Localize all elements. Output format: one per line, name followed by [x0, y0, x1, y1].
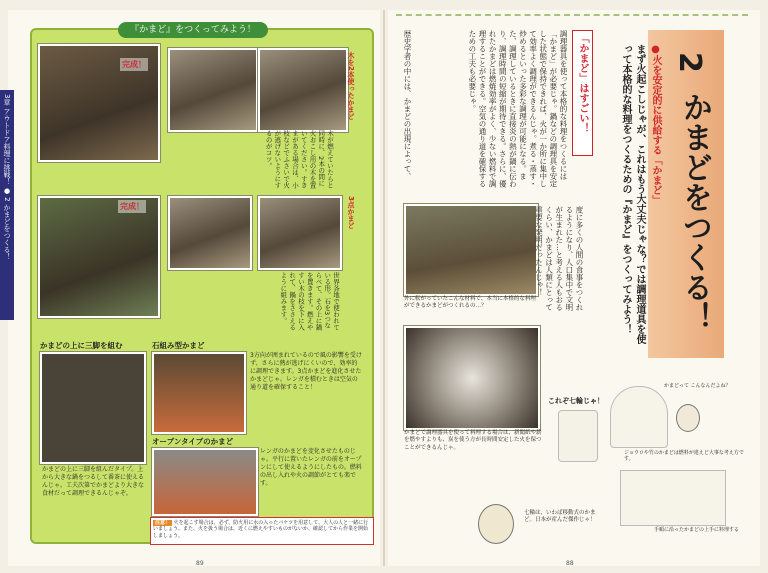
left-page-number: 89 [196, 560, 204, 567]
photo-brick-kamado [152, 352, 246, 434]
section2-title: 3点かまど [347, 196, 355, 229]
book-gutter [383, 10, 385, 566]
lead-text: まず火起こしじゃが、これはもう大丈夫じゃな？では調理道具を使って本格的な料理をつくるための『かまど』をつくってみよう！ [620, 44, 645, 344]
photo-three-stones [258, 196, 342, 270]
illus-note: ジョウロや竹のかまどは燃料が違えど大事な考え方です。 [624, 450, 744, 463]
section2-body: 世界各地で使われている形。石を3つならべて、その上に鍋を置きます。燃えやすい木の枝を下に入れて、鍋をささえるように組みます。 [279, 272, 340, 331]
tripod-body: かまどの上に三脚を組んだタイプ。上から大きな鍋をつるして番茶に使えるんじゃ。工夫次第でかまどより大きな食材だって調理できるんじゃぞ。 [42, 466, 145, 498]
subhead-great: 「かまど」はすごい！ [572, 30, 593, 156]
kamado-sketch [610, 386, 668, 448]
caution-label: 注意！ [155, 520, 171, 526]
right-page-number: 88 [566, 560, 574, 567]
vine-decoration [396, 14, 748, 16]
subhead-supply: ●火を安定的に供給する「かまど」 [650, 44, 661, 205]
brick-body: 3方向が囲まれているので風の影響を受けず、さらに熱が逃げにくいので、効率的に調理できます。3点かまどを進化させたかまどじゃ。レンガを積むときは空気の通り道を確保すること！ [250, 352, 362, 392]
chapter-number: 2 [672, 52, 707, 73]
speech-bubble: かまどって こんなんだよね？ [664, 383, 731, 389]
panel-banner: 『かまど』をつくってみよう！ [118, 22, 268, 38]
photo-three-stones-pot [168, 196, 252, 270]
photo-two-logs-kettle [168, 48, 258, 132]
sketch-note: 手順に沿ったかまどの上手に料理する [654, 527, 740, 533]
caution-note [150, 517, 374, 545]
photo-logs-materials [404, 204, 538, 296]
side-tab-text: 3章 アウトドア料理に挑戦！ ● 2 かまどをつくる！ [3, 94, 11, 260]
photo-stew-pot [38, 196, 160, 318]
open-body: レンガのかまどを変化させたものじゃ。平行に置いたレンガの前をオープンにして使えるようにしたもの。燃料の出し入れや火の調節がとても楽です。 [260, 448, 362, 488]
photo-two-logs-fire [258, 48, 348, 132]
old-man-illustration [478, 504, 514, 544]
brick-heading: 石組み型かまど [152, 341, 205, 350]
photo-tripod-kamado [40, 352, 146, 464]
girl-illustration [676, 404, 700, 432]
chapter-title: かまどをつくる！ [677, 92, 712, 332]
main-body-2: 歴史学者の中には、かまどの出現によって、 [403, 30, 412, 180]
main-body-3: 度に多くの人間の食事をつくれるようになり、人口集中で文明が生まれた…と考える人もおるくらい、かまどは人類にとって重要な発明だったんじゃ！ [534, 206, 584, 311]
photo-charcoal [404, 326, 540, 430]
caption-charcoal: かまどで調理器具を使って料理する場合は、新聞紙や薪を燃やすよりも、炭を使う方が長時間安定した火を保つことができるんじゃ。 [404, 430, 542, 451]
shichirin-label: これぞ七輪じゃ！ [548, 397, 604, 405]
shichirin-illustration [558, 410, 598, 462]
shichirin-caption: 七輪は、いわば移動式のかまど。日本が産んだ傑作じゃ！ [524, 510, 596, 524]
open-heading: オープンタイプのかまど [152, 437, 234, 446]
main-body-1: 調理器具を使って本格的な料理をつくるには「かまど」が必要じゃ。鍋などの調理具を安定した状態で保持できれば、火が一か所に集中して効率よく調理ができるんじゃ。煮る・蒸す・炒めるといった多彩な調理が可能になる。また、調理しているときに直接炎の熱が鍋に伝わり、調理時間の短縮が期待できる。さらに、優れたかまどは燃焼効率がよく、少ない燃料で調理することができる。空気の通り道を確保するための工夫も必要じゃ。 [467, 30, 568, 188]
done-label-1: 完成！ [122, 60, 146, 69]
chapter-side-tab [0, 90, 14, 320]
tripod-sketch [620, 470, 726, 526]
caption-materials: 外に転がっていたこんな材料で、本当に本格的な料理ができるかまどがつくれるの…？ [404, 296, 536, 310]
tripod-heading: かまどの上に三脚を組む [40, 341, 123, 350]
caution-text: 火を起こす場合は、必ず、防火用に水の入ったバケツを用意して、大人の人と一緒に行いましょう。また、火を扱う場合は、近くに燃えやすいものがないか、確認してから作業を開始しましょう。 [153, 520, 369, 539]
section1-title: 木を2本使ったかまど [347, 52, 355, 120]
done-label-2: 完成！ [120, 202, 144, 211]
section1-body: 木が燃えていたらと同時に、2本の間に火おこし用の木を置いてください。すきまがある場合は、小枝などでふさいで火が逃げないようにするのがコツ。 [264, 130, 334, 189]
photo-open-kamado [152, 448, 258, 516]
